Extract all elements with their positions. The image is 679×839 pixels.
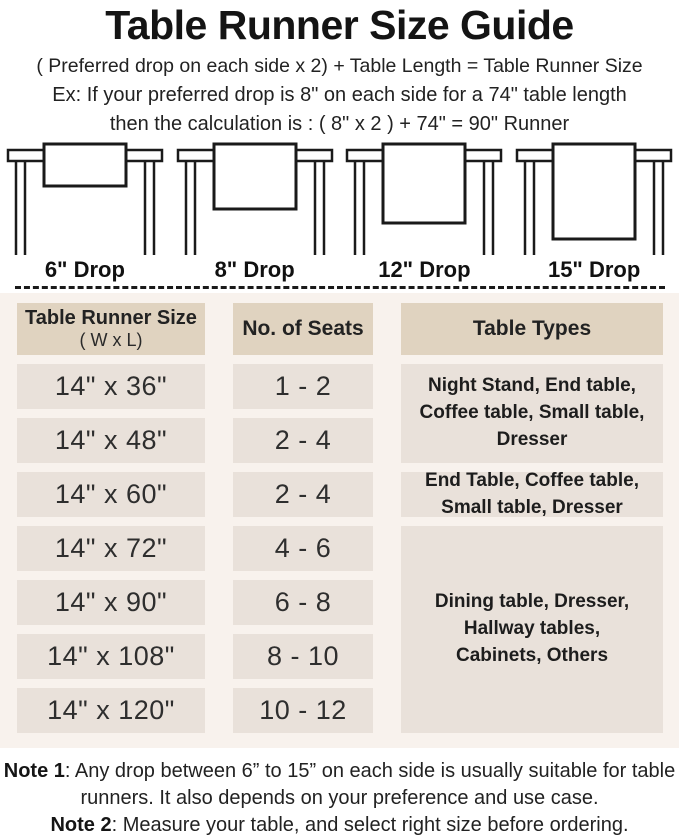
note-1 — [1, 758, 678, 812]
drop-label-8: 8" Drop — [214, 257, 295, 282]
types-text: End Table, Coffee table, Small table, Dresser — [425, 469, 639, 518]
seats-value: 2 - 4 — [274, 425, 332, 455]
types-cell-large-tables — [401, 526, 663, 733]
size-cell-14x108 — [17, 634, 205, 679]
table-runner-drawing-12in-icon — [340, 141, 508, 255]
size-cell-14x120 — [17, 688, 205, 733]
header-seats-label: No. of Seats — [242, 317, 364, 340]
seats-cell-3 — [233, 472, 373, 517]
header-table-types-label: Table Types — [472, 317, 592, 340]
size-cell-14x90 — [17, 580, 205, 625]
size-value: 14" x 48" — [54, 425, 168, 455]
table-runner-drawing-6in-icon — [1, 141, 169, 255]
page-title: Table Runner Size Guide — [105, 2, 574, 48]
note-1-label: Note 1 — [3, 760, 65, 782]
seats-cell-1 — [233, 364, 373, 409]
note-1-text: : Any drop between 6” to 15” on each side is usually suitable for table runners. It also depends on your preference and use case. — [64, 760, 676, 809]
types-text: Night Stand, End table, Coffee table, Small table, Dresser — [419, 375, 645, 450]
drop-label-6: 6" Drop — [44, 257, 125, 282]
illustration-12-drop — [340, 141, 510, 284]
drop-illustrations — [0, 141, 679, 284]
size-cell-14x36 — [17, 364, 205, 409]
seats-value: 8 - 10 — [266, 641, 340, 671]
size-value: 14" x 60" — [54, 479, 168, 509]
header-seats — [233, 303, 373, 355]
illustration-6-drop — [0, 141, 170, 284]
size-value: 14" x 36" — [54, 371, 168, 401]
seats-value: 6 - 8 — [274, 587, 332, 617]
types-cell-medium-tables — [401, 469, 663, 518]
note-2-text: : Measure your table, and select right size before ordering. — [111, 814, 629, 836]
seats-value: 2 - 4 — [274, 479, 332, 509]
table-runner-drawing-15in-icon — [510, 141, 678, 255]
types-text: Dining table, Dresser, Hallway tables, Cabinets, Others — [434, 591, 630, 666]
drop-label-12: 12" Drop — [378, 257, 471, 282]
size-cell-14x60 — [17, 472, 205, 517]
table-runner-drawing-8in-icon — [171, 141, 339, 255]
seats-value: 10 - 12 — [259, 695, 347, 725]
types-cell-small-tables — [401, 364, 663, 463]
size-table-section — [0, 293, 679, 748]
header-runner-size-title: Table Runner Size — [25, 307, 197, 329]
illustration-8-drop — [170, 141, 340, 284]
size-table — [17, 303, 663, 733]
note-2-label: Note 2 — [50, 814, 112, 836]
seats-cell-2 — [233, 418, 373, 463]
seats-value: 1 - 2 — [274, 371, 332, 401]
size-value: 14" x 108" — [47, 641, 175, 671]
size-value: 14" x 72" — [54, 533, 168, 563]
size-value: 14" x 120" — [47, 695, 175, 725]
seats-cell-7 — [233, 688, 373, 733]
dashed-divider — [15, 286, 665, 289]
example-line-2: then the calculation is : ( 8" x 2 ) + 74" = 90" Runner — [109, 113, 570, 135]
header-table-types — [401, 303, 663, 355]
header-runner-size-sub: ( W x L) — [79, 330, 143, 350]
seats-value: 4 - 6 — [274, 533, 332, 563]
seats-cell-5 — [233, 580, 373, 625]
example-line-1: Ex: If your preferred drop is 8" on each side for a 74" table length — [52, 84, 627, 106]
formula-text: ( Preferred drop on each side x 2) + Table Length = Table Runner Size — [36, 55, 643, 77]
notes — [1, 758, 678, 839]
size-value: 14" x 90" — [54, 587, 168, 617]
seats-cell-6 — [233, 634, 373, 679]
seats-cell-4 — [233, 526, 373, 571]
illustration-15-drop — [509, 141, 679, 284]
header-runner-size — [17, 303, 205, 355]
size-cell-14x72 — [17, 526, 205, 571]
size-cell-14x48 — [17, 418, 205, 463]
drop-label-15: 15" Drop — [547, 257, 641, 282]
